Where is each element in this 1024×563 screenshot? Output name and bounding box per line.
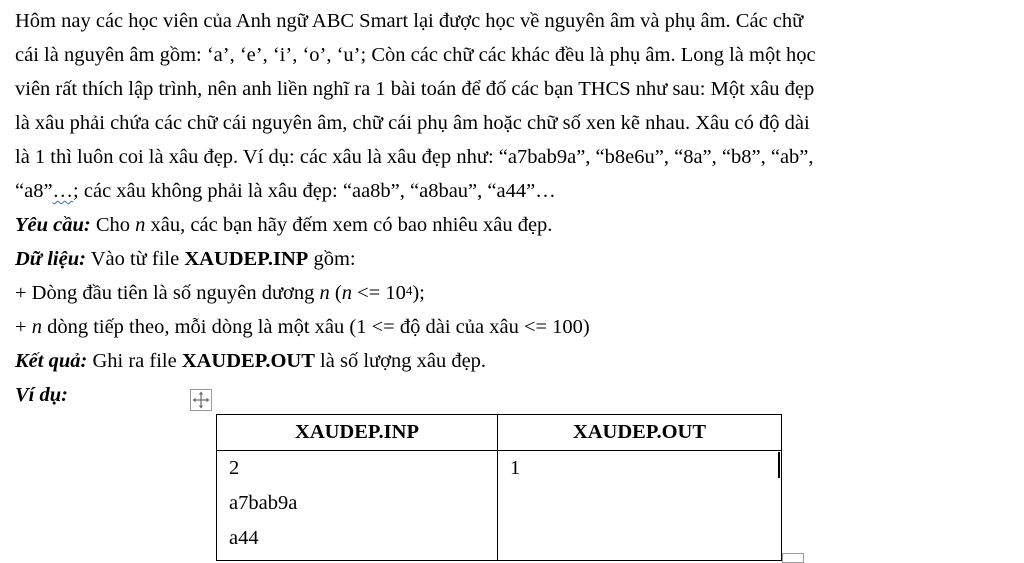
input-text: Vào từ file: [85, 248, 185, 270]
paragraph-text: là xâu phải chứa các chữ cái nguyên âm, chữ cái phụ âm hoặc chữ số xen kẽ nhau. Xâu có độ dài: [15, 112, 810, 134]
detail-text: + Dòng đầu tiên là số nguyên dương: [15, 282, 320, 304]
paragraph-line-5: [15, 140, 814, 174]
input-text: gồm:: [308, 248, 356, 270]
example-line: [15, 378, 68, 412]
table-header-row: [217, 415, 782, 451]
variable-n: n: [135, 214, 146, 236]
paragraph-text: Hôm nay các học viên của Anh ngữ ABC Smart lại được học về nguyên âm và phụ âm. Các chữ: [15, 10, 804, 32]
spellcheck-underline: …: [52, 180, 74, 202]
paragraph-text: “a8”: [15, 180, 53, 202]
requirement-text: Cho: [90, 214, 136, 236]
text-cursor: [778, 452, 780, 478]
detail-text: <= 10: [351, 282, 406, 304]
variable-n: n: [319, 282, 330, 304]
example-table: [216, 414, 782, 561]
input-line: [15, 242, 356, 276]
output-label: Kết quả:: [15, 350, 88, 372]
table-resize-handle[interactable]: [782, 553, 804, 563]
paragraph-line-3: [15, 72, 814, 106]
paragraph-text: cái là nguyên âm gồm: ‘a’, ‘e’, ‘i’, ‘o’, ‘u’; Còn các chữ các khác đều là phụ âm. Long là một học: [15, 44, 816, 66]
detail-text: (: [329, 282, 342, 304]
output-filename: XAUDEP.OUT: [181, 350, 315, 372]
paragraph-line-4: [15, 106, 810, 140]
out-line: 1: [510, 457, 521, 479]
exponent: 4: [405, 283, 413, 298]
paragraph-line-1: [15, 4, 803, 38]
paragraph-text: ; các xâu không phải là xâu đẹp: “aa8b”, “a8bau”, “a44”…: [73, 180, 556, 202]
inp-line: a7bab9a: [229, 492, 298, 514]
detail-text: dòng tiếp theo, mỗi dòng là một xâu (1 <= độ dài của xâu <= 100): [41, 316, 590, 338]
example-label: Ví dụ:: [15, 384, 68, 406]
requirement-text: xâu, các bạn hãy đếm xem có bao nhiêu xâu đẹp.: [145, 214, 553, 236]
input-detail-line-1: [15, 276, 425, 310]
output-line: [15, 344, 486, 378]
inp-cell[interactable]: [217, 451, 498, 561]
output-text: là số lượng xâu đẹp.: [314, 350, 487, 372]
inp-line: a44: [229, 527, 259, 549]
paragraph-text: là 1 thì luôn coi là xâu đẹp. Ví dụ: các xâu là xâu đẹp như: “a7bab9a”, “b8e6u”, “8a”, “b8”, “ab”,: [15, 146, 814, 168]
detail-text: +: [15, 316, 32, 338]
table-row: [217, 451, 782, 561]
input-label: Dữ liệu:: [15, 248, 86, 270]
move-arrows-icon[interactable]: [190, 389, 212, 411]
output-text: Ghi ra file: [87, 350, 182, 372]
paragraph-line-6: [15, 174, 556, 208]
input-detail-line-2: [15, 310, 590, 344]
out-cell[interactable]: [498, 451, 782, 561]
inp-line: 2: [229, 457, 240, 479]
requirement-label: Yêu cầu:: [15, 214, 91, 236]
detail-text: );: [412, 282, 425, 304]
requirement-line: [15, 208, 552, 242]
header-out: XAUDEP.OUT: [498, 415, 782, 451]
variable-n: n: [31, 316, 42, 338]
input-filename: XAUDEP.INP: [184, 248, 309, 270]
paragraph-text: viên rất thích lập trình, nên anh liền nghĩ ra 1 bài toán để đố các bạn THCS như sau: Một xâu đẹp: [15, 78, 815, 100]
paragraph-line-2: [15, 38, 816, 72]
variable-n: n: [341, 282, 352, 304]
header-inp: XAUDEP.INP: [217, 415, 498, 451]
